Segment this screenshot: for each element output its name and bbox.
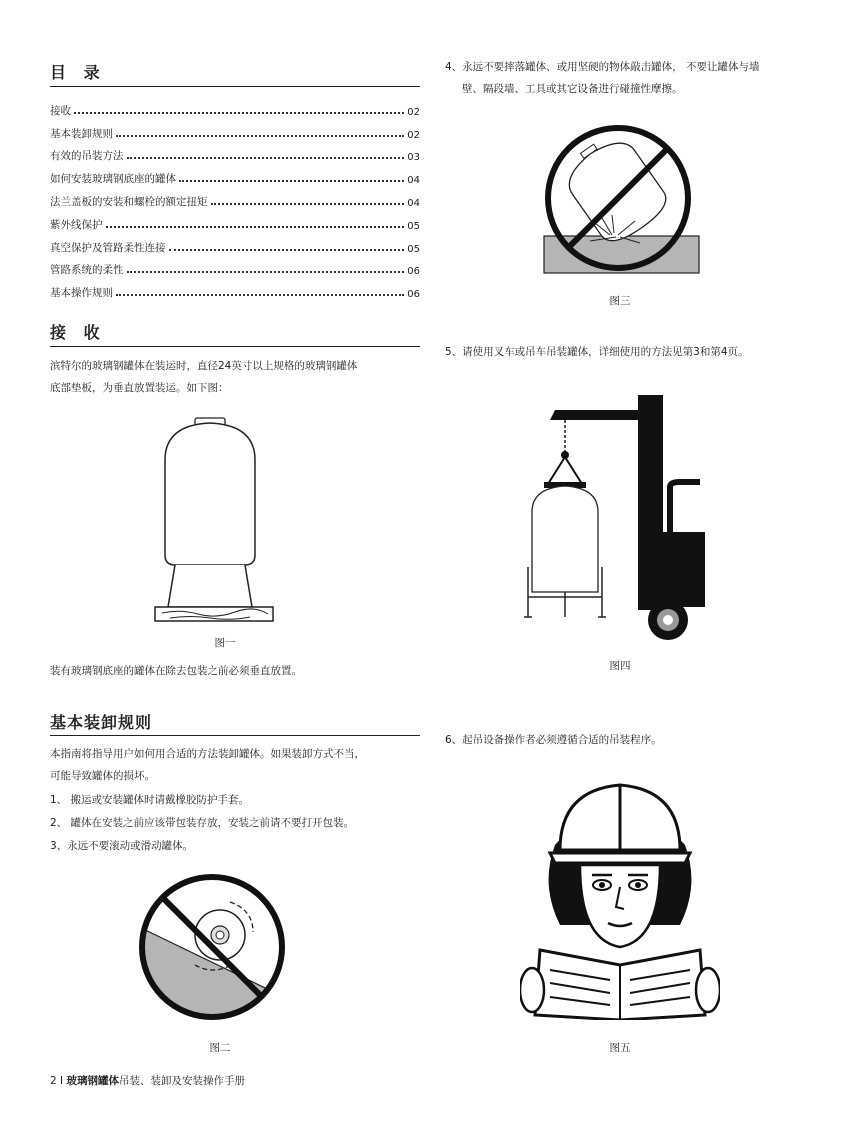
footer-page-number: 2 I <box>50 1075 64 1087</box>
figure-5-worker-reading-manual <box>520 775 720 1020</box>
toc-title: 目 录 <box>50 63 106 82</box>
toc-page: 04 <box>407 175 420 187</box>
rules-intro-2: 可能导致罐体的损坏。 <box>50 770 155 782</box>
item-4-line-2: 壁、隔段墙、工具或其它设备进行碰撞性摩擦。 <box>462 83 683 95</box>
toc-row[interactable] <box>50 163 420 186</box>
item-4-line-1: 4、永远不要摔落罐体、或用坚硬的物体敲击罐体， 不要让罐体与墙 <box>445 61 760 73</box>
toc-rule <box>50 86 420 87</box>
toc-row[interactable] <box>50 232 420 255</box>
item-5: 5、请使用叉车或吊车吊装罐体，详细使用的方法见第3和第4页。 <box>445 346 749 358</box>
toc-label: 真空保护及管路柔性连接 <box>50 241 166 254</box>
toc-page: 06 <box>407 266 420 278</box>
toc-row[interactable] <box>50 209 420 232</box>
figure-4-forklift-lifting-tank <box>520 392 720 642</box>
figure-1-tank-on-pallet <box>150 415 310 630</box>
toc-label: 基本装卸规则 <box>50 127 113 140</box>
toc-page: 05 <box>407 220 420 232</box>
toc-label: 法兰盖板的安装和螺栓的额定扭矩 <box>50 195 208 208</box>
toc-row[interactable] <box>50 277 420 300</box>
figure-2-caption: 图二 <box>209 1042 231 1054</box>
figure-3-caption: 图三 <box>609 295 631 307</box>
toc-row[interactable] <box>50 95 420 118</box>
figure-2-no-rolling-icon <box>135 870 290 1025</box>
rules-item-2: 2、 罐体在安装之前应该带包装存放，安装之前请不要打开包装。 <box>50 817 355 829</box>
toc-leader <box>106 226 405 228</box>
receiving-line-2: 底部垫板，为垂直放置装运。如下图： <box>50 382 229 394</box>
receiving-note: 装有玻璃钢底座的罐体在除去包装之前必须垂直放置。 <box>50 665 302 677</box>
toc-label: 基本操作规则 <box>50 287 113 300</box>
toc-leader <box>211 203 405 205</box>
toc-row[interactable] <box>50 186 420 209</box>
footer-title-bold: 玻璃钢罐体 <box>66 1075 119 1087</box>
toc-leader <box>169 249 405 251</box>
toc-label: 接收 <box>50 104 71 117</box>
toc-page: 02 <box>407 106 420 118</box>
toc-page: 04 <box>407 197 420 209</box>
toc-leader <box>74 112 404 114</box>
toc-row[interactable] <box>50 118 420 141</box>
toc-row[interactable] <box>50 141 420 164</box>
figure-1-caption: 图一 <box>214 637 236 649</box>
toc-label: 管路系统的柔性 <box>50 264 124 277</box>
rules-title: 基本装卸规则 <box>50 713 153 732</box>
figure-4-caption: 图四 <box>609 660 631 672</box>
toc-label: 有效的吊装方法 <box>50 150 124 163</box>
toc-leader <box>179 180 404 182</box>
receiving-title: 接 收 <box>50 323 106 342</box>
toc-leader <box>127 271 405 273</box>
rules-item-1: 1、 搬运或安装罐体时请戴橡胶防护手套。 <box>50 794 250 806</box>
toc-leader <box>116 135 404 137</box>
toc-label: 紫外线保护 <box>50 218 103 231</box>
toc-leader <box>127 157 405 159</box>
toc-row[interactable] <box>50 255 420 278</box>
table-of-contents <box>50 95 420 300</box>
item-6: 6、起吊设备操作者必须遵循合适的吊装程序。 <box>445 734 662 746</box>
receiving-rule <box>50 346 420 347</box>
toc-page: 03 <box>407 152 420 164</box>
footer <box>50 1073 245 1088</box>
receiving-line-1: 滨特尔的玻璃钢罐体在装运时，直径24英寸以上规格的玻璃钢罐体 <box>50 360 358 372</box>
footer-title-rest: 吊装、装卸及安装操作手册 <box>118 1075 245 1087</box>
toc-page: 06 <box>407 289 420 301</box>
rules-item-3: 3、永远不要滚动或滑动罐体。 <box>50 840 194 852</box>
toc-leader <box>116 294 404 296</box>
rules-intro-1: 本指南将指导用户如何用合适的方法装卸罐体。如果装卸方式不当， <box>50 748 365 760</box>
toc-label: 如何安装玻璃钢底座的罐体 <box>50 173 176 186</box>
toc-page: 05 <box>407 243 420 255</box>
figure-5-caption: 图五 <box>609 1042 631 1054</box>
toc-page: 02 <box>407 129 420 141</box>
figure-3-no-dropping-icon <box>540 123 700 278</box>
rules-rule <box>50 735 420 736</box>
